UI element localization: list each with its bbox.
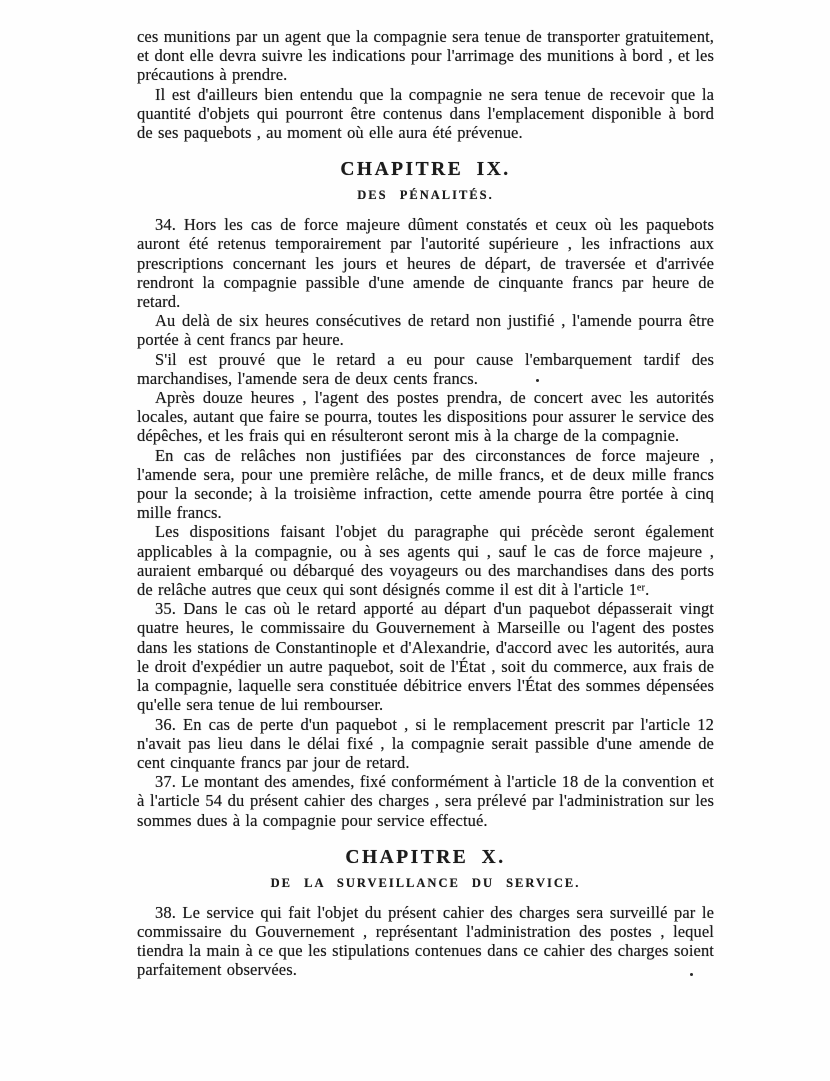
chapter-9-subtitle: DES PÉNALITÉS.	[357, 188, 494, 203]
article-34-paragraph: Après douze heures , l'agent des postes prendra, de concert avec les autorités locales, autant que faire se pourra, toutes les dispositions pour assurer le service des dépêches, et les frais qui en résulteront seront mis à la charge de la compagnie.	[137, 388, 714, 446]
intro-paragraph: ces munitions par un agent que la compagnie sera tenue de transporter gratuitement, et dont elle devra suivre les indications pour l'arrimage des munitions à bord , et les précautions à prendre.	[137, 27, 714, 85]
chapter-10-subtitle: DE LA SURVEILLANCE DU SERVICE.	[270, 875, 581, 890]
intro-paragraph: Il est d'ailleurs bien entendu que la compagnie ne sera tenue de recevoir que la quantité d'objets qui pourront être contenus dans l'emplacement disponible à bord de ses paquebots , au moment où elle aura été prévenue.	[137, 84, 714, 143]
scan-speck	[536, 379, 539, 382]
article-34-paragraph: Les dispositions faisant l'objet du paragraphe qui précède seront également applicables à la compagnie, ou à ses agents qui , sauf le cas de force majeure , auraient embarqué ou débarqué des voyageurs ou des marchandises dans des ports de relâche autres que ceux qui sont désignés comme il est dit à l'article 1ᵉʳ.	[137, 522, 714, 600]
article-35-paragraph: 35. Dans le cas où le retard apporté au départ d'un paquebot dépasserait vingt quatre heures, le commissaire du Gouvernement à Marseille ou l'agent des postes dans les stations de Constantinople et d'Alexandrie, d'accord avec les autorités, aura le droit d'expédier un autre paquebot, soit de l'État , soit du commerce, aux frais de la compagnie, laquelle sera constituée débitrice envers l'État des sommes dépensées qu'elle sera tenue de lui rembourser.	[137, 599, 714, 715]
article-37-paragraph: 37. Le montant des amendes, fixé conformément à l'article 18 de la convention et à l'article 54 du présent cahier des charges , sera prélevé par l'administration sur les sommes dues à la compagnie pour service effectué.	[137, 772, 714, 830]
article-38-paragraph: 38. Le service qui fait l'objet du présent cahier des charges sera surveillé par le commissaire du Gouvernement , représentant l'administration des postes , lequel tiendra la main à ce que les stipulations contenues dans ce cahier des charges soient parfaitement observées.	[137, 902, 714, 980]
chapter-10-title: CHAPITRE X.	[345, 846, 506, 868]
scan-speck	[690, 973, 693, 976]
article-34-paragraph: S'il est prouvé que le retard a eu pour cause l'embarquement tardif des marchandises, l'amende sera de deux cents francs.	[137, 349, 714, 388]
article-34-paragraph: En cas de relâches non justifiées par des circonstances de force majeure , l'amende sera, pour une première relâche, de mille francs, et de deux mille francs pour la seconde; à la troisième infraction, cette amende pourra être portée à cinq mille francs.	[137, 445, 714, 523]
article-34-paragraph: 34. Hors les cas de force majeure dûment constatés et ceux où les paquebots auront été retenus temporairement par l'autorité supérieure , les infractions aux prescriptions concernant les jours et heures de départ, de traversée et d'arrivée rendront la compagnie passible d'une amende de cinquante francs par heure de retard.	[137, 215, 714, 312]
chapter-9-title: CHAPITRE IX.	[340, 159, 511, 181]
text-block	[137, 27, 714, 980]
article-34-paragraph: Au delà de six heures consécutives de retard non justifié , l'amende pourra être portée à cent francs par heure.	[137, 311, 714, 350]
article-36-paragraph: 36. En cas de perte d'un paquebot , si le remplacement prescrit par l'article 12 n'avait pas lieu dans le délai fixé , la compagnie serait passible d'une amende de cent cinquante francs par jour de retard.	[137, 714, 714, 772]
